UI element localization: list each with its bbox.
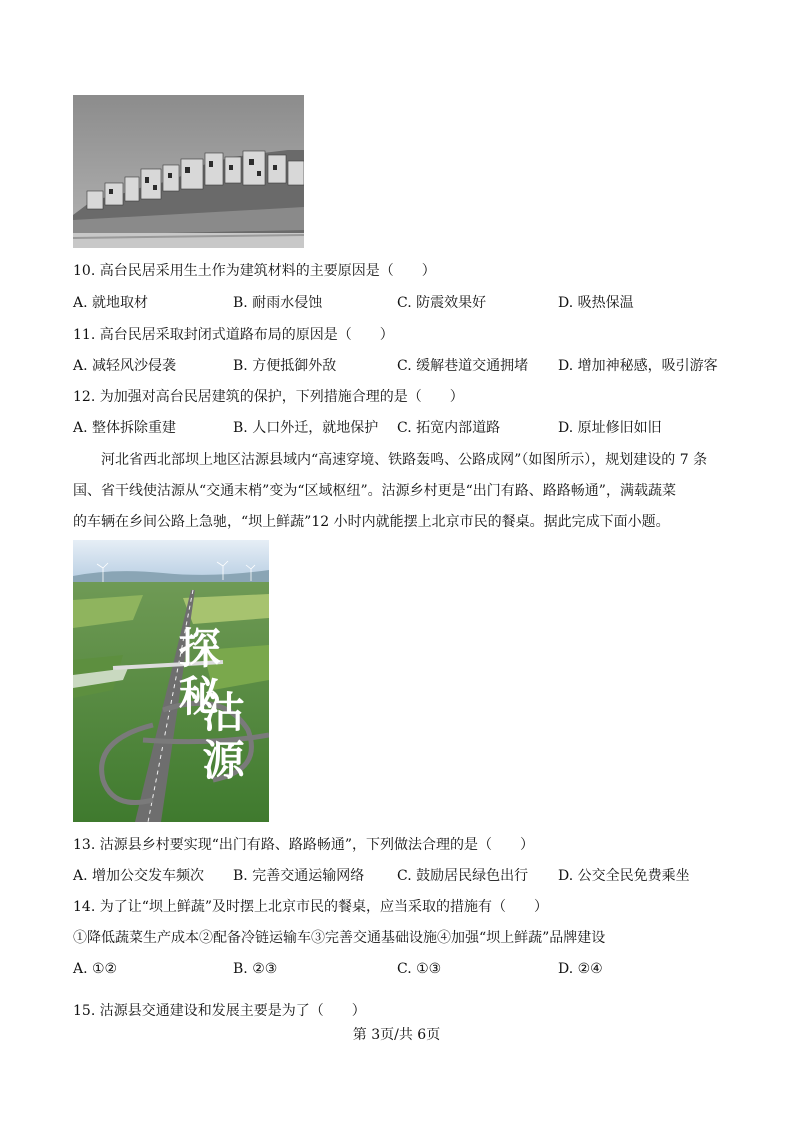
passage-line-2: 国、省干线使沽源从“交通末梢”变为“区域枢纽”。沽源乡村更是“出门有路、路路畅通”，满载蔬菜 [73,483,676,499]
question-14-statements: ①降低蔬菜生产成本②配备冷链运输车③完善交通基础设施④加强“坝上鲜蔬”品牌建设 [73,930,606,946]
question-14-option-a: A. ①② [73,961,118,977]
question-10-stem: 10. 高台民居采用生土作为建筑材料的主要原因是（ ） [73,263,436,279]
question-12-option-b: B. 人口外迁，就地保护 [233,420,379,436]
page-number-footer: 第 3页/共 6页 [352,1027,441,1043]
question-10-option-a: A. 就地取材 [73,295,149,311]
question-11-option-a: A. 减轻风沙侵袭 [73,358,177,374]
question-13-option-b: B. 完善交通运输网络 [233,868,365,884]
question-10-option-b: B. 耐雨水侵蚀 [233,295,323,311]
question-14-option-b: B. ②③ [233,961,278,977]
question-11-stem: 11. 高台民居采取封闭式道路布局的原因是（ ） [73,327,394,343]
question-14-option-c: C. ①③ [397,961,442,977]
question-13-option-d: D. 公交全民免费乘坐 [558,868,690,884]
question-12-option-c: C. 拓宽内部道路 [397,420,501,436]
question-12-option-a: A. 整体拆除重建 [73,420,177,436]
poster-title-1: 探秘 [172,626,222,722]
passage-line-3: 的车辆在乡间公路上急驰，“坝上鲜蔬”12 小时内就能摆上北京市民的餐桌。据此完成下面小题。 [73,514,670,530]
question-14-option-d: D. ②④ [558,961,603,977]
question-11-option-c: C. 缓解巷道交通拥堵 [397,358,529,374]
question-13-option-a: A. 增加公交发车频次 [73,868,205,884]
highway-interchange-poster [73,540,269,822]
question-10-option-c: C. 防震效果好 [397,295,487,311]
question-11-option-b: B. 方便抵御外敌 [233,358,337,374]
poster-title-2: 沽源 [196,690,246,786]
question-13-option-c: C. 鼓励居民绿色出行 [397,868,529,884]
earthen-dwellings-photo [73,95,304,248]
question-12-stem: 12. 为加强对高台民居建筑的保护，下列措施合理的是（ ） [73,389,464,405]
question-12-option-d: D. 原址修旧如旧 [558,420,662,436]
question-10-option-d: D. 吸热保温 [558,295,634,311]
question-15-stem: 15. 沽源县交通建设和发展主要是为了（ ） [73,1003,366,1019]
question-14-stem: 14. 为了让“坝上鲜蔬”及时摆上北京市民的餐桌，应当采取的措施有（ ） [73,899,549,915]
question-11-option-d: D. 增加神秘感，吸引游客 [558,358,718,374]
passage-line-1: 河北省西北部坝上地区沽源县域内“高速穿境、铁路轰鸣、公路成网”（如图所示），规划建设的 7 条 [101,452,708,468]
question-13-stem: 13. 沽源县乡村要实现“出门有路、路路畅通”，下列做法合理的是（ ） [73,837,535,853]
